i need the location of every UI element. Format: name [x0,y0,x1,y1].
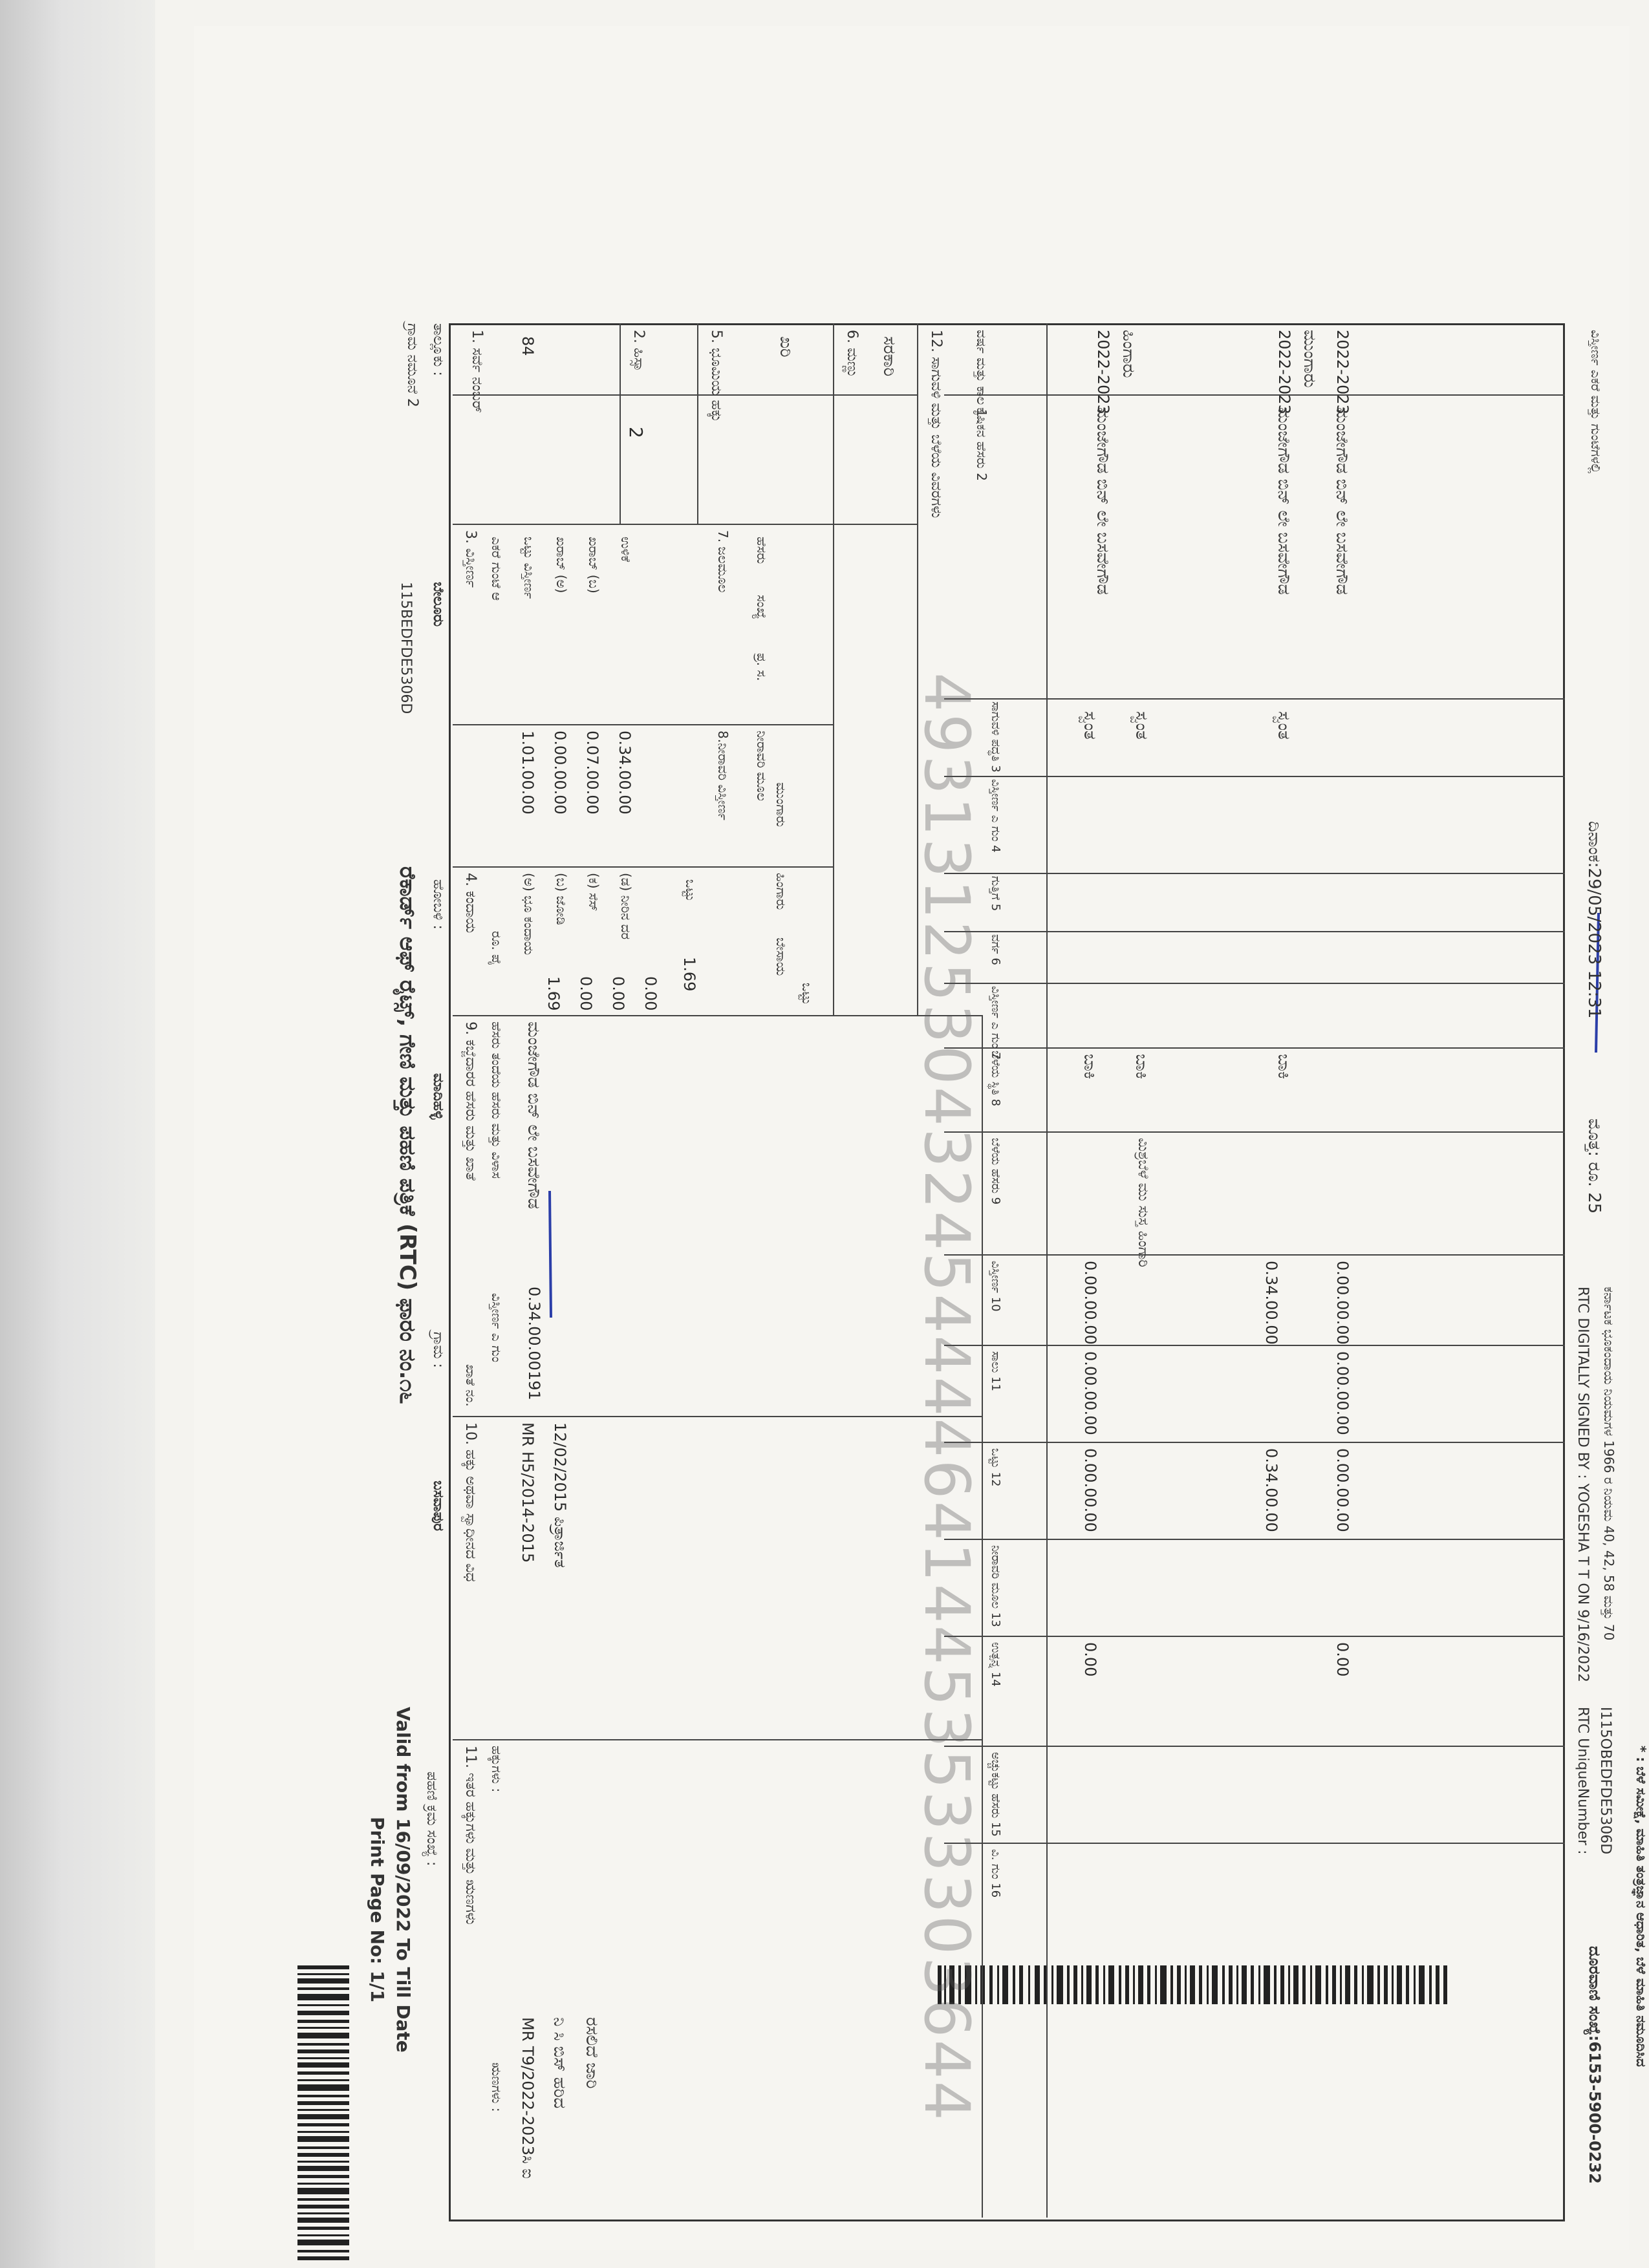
barcode-id-text: 115BEDFDE5306D [398,582,414,714]
revenue-row-value: 0.00 [609,976,627,1011]
liability-entry: ರಸಲಿದೆ ಜಾರಿ [582,2017,601,2089]
crop-survey-note: * : ಬೆಳೆ ಸಮೀಕ್ಷೆ, ಮಾಹಿತಿ ತಂತ್ರಜ್ಞಾನ ಆಧಾರಿತ, ಬೆಳೆ ಮಾಹಿತಿ ನಮೂದಿಸಿದ [1633,1746,1649,2067]
crop-season: ಹಿಂಗಾರು [1119,330,1138,378]
crop-col: ಉತ್ಪನ್ನ 14 [989,1642,1002,1687]
revenue-row-label: (ಅ) ಭೂ ಕಂದಾಯ [521,873,537,956]
water-col: ಪ್ರ. ಸ. [754,653,770,681]
crop-mode: ಸ್ವಂತ [1080,711,1099,740]
rights-date: 12/02/2015 ಪಿತ್ರಾರ್ಜಿತ [551,1422,569,1568]
crop-value: 0.00 [1333,1642,1352,1677]
crop-value: 0.00.00.00 [1333,1261,1352,1345]
owner-header: 9. ಕಬ್ಜೆದಾರರ ಹೆಸರು ಮತ್ತು ಖಾತೆ [462,1022,479,1181]
rights-header: 10. ಹಕ್ಕು ಅಥವಾ ಸ್ವಾಧೀನದ ವಿಧ [462,1422,479,1582]
crop-col: ಸಾಗುವಳಿ ಪದ್ಧತಿ 3 [989,701,1002,773]
crop-year: 2022-2023 [1333,330,1352,414]
irrigation-col: ಹಿಂಗಾರು [773,873,789,910]
irrigation-col: ಮುಂಗಾರು [773,782,789,828]
valid-date: Valid from 16/09/2022 To Till Date [393,1707,414,2053]
print-page-no: Print Page No: 1/1 [367,1817,388,2003]
water-col: ಹೆಸರು [754,537,770,564]
irrigation-col: ನೀರಾವರಿ ಮೂಲ [754,731,770,802]
digital-signature: RTC DIGITALLY SIGNED BY : YOGESHA T T ON 9/16/2022 [1575,1287,1591,1682]
hobli-name: ಮಾದಿಹಳ್ಳಿ [430,1073,446,1120]
crop-col: ಬೆಳೆಯ ಸ್ಥಿತಿ 8 [989,1051,1002,1107]
crop-col: ವಿಸ್ತೀರ್ಣ ಎ ಗುಂ 4 [989,779,1002,853]
area-row-label: ಉಳಿಕೆ [618,537,634,562]
rights-mr: MR H5/2014-2015 [519,1422,537,1563]
owner-col-khata: ಖಾತೆ ನಂ. [463,1364,479,1407]
area-row-label: ಒಟ್ಟು ವಿಸ್ತೀರ್ಣ [521,537,537,599]
tenure-value: ಖರಿ [776,336,795,358]
crop-value: 0.00.00.00 [1333,1351,1352,1435]
soil-value: ಸರಕಾರಿ [879,336,899,377]
crop-mode: ಸ್ವಂತ [1274,711,1293,740]
irrigation-col: ಒಟ್ಟು [799,983,815,1005]
crop-name: ಮಿಶ್ರಬೆಳೆ ಮು ಸುಸ್ತ ಹಿಂಗಾರಿ [1135,1138,1151,1268]
crop-col: ಸಾಲು 11 [989,1351,1002,1391]
crop-col: ನೀರಾವರಿ ಮೂಲ 13 [989,1545,1002,1627]
form-frame [449,323,1565,2221]
crop-col: ವರ್ಷ ಮತ್ತು ಕಾಲ 1 [974,330,989,418]
liability-entry: MR T9/2022-2023ಸಿ ಐ [519,2017,537,2179]
phone-number: ದೂರವಾಣಿ ಸಂಖ್ಯೆ:6153-5900-0232 [1586,1946,1604,2184]
revenue-row-label: (ಡ) ನೀರಿನ ದರ [618,873,634,940]
crop-value: 0.00.00.00 [1081,1261,1099,1345]
crop-col: ಅಚ್ಚುಕಟ್ಟು ಹೆಸರು 15 [989,1752,1002,1837]
revenue-row-label: (ಬ) ಜೋಡಿ [554,873,569,925]
print-date: ದಿನಾಂಕ:29/05/2023 12:31 [1584,821,1604,1019]
crop-value: 0.00.00.00 [1081,1448,1099,1532]
revenue-row-label: (ಕ) ಸೆಸ್ [586,873,601,912]
crop-season: ಮುಂಗಾರು [1300,330,1319,388]
pen-mark [543,1190,556,1319]
rtc-form-rotated [194,26,1649,2250]
water-col: ಸಂಖ್ಯೆ [754,595,770,619]
rules-note: ಕರ್ನಾಟಕ ಭೂಕಂದಾಯ ನಿಯಮಗಳ 1966 ರ ನಿಯಮ 40, 42, 58 ಮತ್ತು 70 [1601,1287,1617,1641]
irrigation-col: ಬೇಸಾಯ [773,937,789,976]
owner-subheader: ಹೆಸರು ತಂದೆಯ ಹೆಸರು ಮತ್ತು ವಿಳಾಸ [489,1022,504,1179]
water-source-label: 7. ಜಲಮೂಲ [715,530,731,593]
revenue-total-label: ಒಟ್ಟು [683,879,698,902]
survey-label: 1. ಸರ್ವೆ ನಂಬರ್ [469,330,485,413]
village-label: ಗ್ರಾಮ : [430,1332,446,1368]
hissa-number: 2 [625,427,647,438]
revenue-label: 4. ಕಂದಾಯ [462,873,479,934]
soil-label: 6. ಮಣ್ಣು [844,330,860,378]
tenure-label: 5. ಭೂಮಿಯ ಹಕ್ಕು [708,330,724,422]
area-row-value: 0.34.00.00 [616,731,634,815]
village-name: ಬಸವಾಪುರ [430,1481,446,1532]
liability-entry: ನಿ ಸಿ ಬಿಸ್ ಹರಿದ [550,2017,569,2109]
form-number: ಗ್ರಾಮ ನಮೂನೆ 2 [404,323,420,407]
owner-name: ಮಂಜೇಗೌಡ ಬಿನ್ ಲೇ ಬಸವೇಗೌಡ [524,1022,543,1209]
crop-status: ಬಾಕಿ [1132,1054,1151,1080]
crop-col: ಕೃಷಿಕನ ಹೆಸರು 2 [974,407,989,481]
crop-cultivator: ಮಂಜೇಗೌಡ ಬಿನ್ ಲೇ ಬಸವೇಗೌಡ [1093,407,1112,595]
crop-section-header: 12. ಸಾಗುವಳಿ ಮತ್ತು ಬೆಳೆಯ ವಿವರಗಳು [928,330,944,519]
taluk-name: ಬೇಲೂರು [430,582,446,627]
area-label: 3. ವಿಸ್ತೀರ್ಣ [462,530,479,588]
area-unit: ಎಕರೆ ಗುಂಟೆ ಆ [489,537,504,601]
area-row-value: 0.00.00.00 [551,731,569,815]
area-row-label: ಖರಾಬ್ (ಅ) [554,537,569,594]
owner-area: 0.34.00.00 [525,1287,543,1371]
crop-col: ಒಟ್ಟು 12 [989,1448,1002,1487]
owner-khata: 191 [525,1371,543,1400]
crop-value: 0.00 [1081,1642,1099,1677]
taluk-label: ತಾಲ್ಲೂಕು : [430,323,446,376]
crop-value: 0.34.00.00 [1262,1448,1280,1532]
hobli-label: ಹೋಬಳಿ : [430,879,446,930]
unique-number-label: RTC UniqueNumber : [1575,1707,1591,1855]
crop-col: ಬೆಳೆಯ ಹೆಸರು 9 [989,1138,1002,1205]
irrigation-label: 8.ನೀರಾವರಿ ವಿಸ್ತೀರ್ಣ [715,731,731,820]
crop-col: ವರ್ಗ 6 [989,934,1002,965]
crop-cultivator: ಮಂಜೇಗೌಡ ಬಿನ್ ಲೇ ಬಸವೇಗೌಡ [1332,407,1352,595]
fee: ಮೊತ್ತ: ರೂ. 25 [1584,1118,1604,1214]
footer-note: ವಿಸ್ತೀರ್ಣ ಎಕರೆ ಮತ್ತು ಗುಂಟೆಗಳಲ್ಲಿ [1588,330,1604,474]
crop-col: ವಿ. ಗುಂ 16 [989,1849,1002,1898]
liabilities-rights: ಹಕ್ಕುಗಳು : [489,1746,504,1793]
crop-year: 2022-2023 [1275,330,1293,414]
revenue-row-value: 0.00 [577,976,595,1011]
liabilities-debts: ಋಣಗಳು : [489,2062,504,2112]
revenue-row-value: 0.00 [641,976,660,1011]
crop-status: ಬಾಕಿ [1274,1054,1293,1080]
crop-cultivator: ಮಂಜೇಗೌಡ ಬಿನ್ ಲೇ ಬಸವೇಗೌಡ [1274,407,1293,595]
area-row-value: 0.07.00.00 [583,731,601,815]
crop-status: ಬಾಕಿ [1080,1054,1099,1080]
survey-number: 84 [519,336,537,356]
document-title: ರೆಕಾರ್ಡ್ ಆಫ್ ರೈಟ್ಸ್, ಗೇಣಿ ಮತ್ತು ಪಹಣಿ ಪತ್ರಿಕೆ (RTC) ಫಾರಂ ನಂ.೧೬ [394,866,420,1404]
revenue-unit: ರೂ. ಪೈ [489,931,504,966]
liabilities-header: 11. ಇತರ ಹಕ್ಕುಗಳು ಮತ್ತು ಋಣಗಳು [462,1746,479,1925]
crop-col: ಗುತ್ತಿಗೆ 5 [989,876,1002,912]
pahani-no-label: ಪಹಣಿ ಕ್ರಮ ಸಂಖ್ಯೆ : [424,1771,440,1867]
revenue-total: 1.69 [680,957,698,992]
area-row-label: ಖರಾಬ್ (ಬ) [586,537,601,594]
crop-col: ವಿಸ್ತೀರ್ಣ 10 [989,1261,1002,1312]
crop-value: 0.00.00.00 [1333,1448,1352,1532]
rtc-document-page [194,26,1649,2250]
book-binding-shadow [0,0,155,2268]
rtc-watermark: 49313125304324544446414453533303644 [911,672,983,2123]
unique-number: I115OBEDFDE5306D [1597,1707,1613,1855]
area-row-value: 1.01.00.00 [519,731,537,815]
crop-year: 2022-2023 [1094,330,1112,414]
hissa-label: 2. ಹಿಸ್ಸಾ [630,330,647,372]
revenue-row-value: 1.69 [544,976,563,1011]
crop-value: 0.34.00.00 [1262,1261,1280,1345]
crop-mode: ಸ್ವಂತ [1132,711,1151,740]
crop-col: ವಿಸ್ತೀರ್ಣ ಎ ಗುಂ 7 [989,986,1002,1060]
crop-value: 0.00.00.00 [1081,1351,1099,1435]
owner-col-area: ವಿಸ್ತೀರ್ಣ ಎ ಗುಂ [489,1293,504,1363]
